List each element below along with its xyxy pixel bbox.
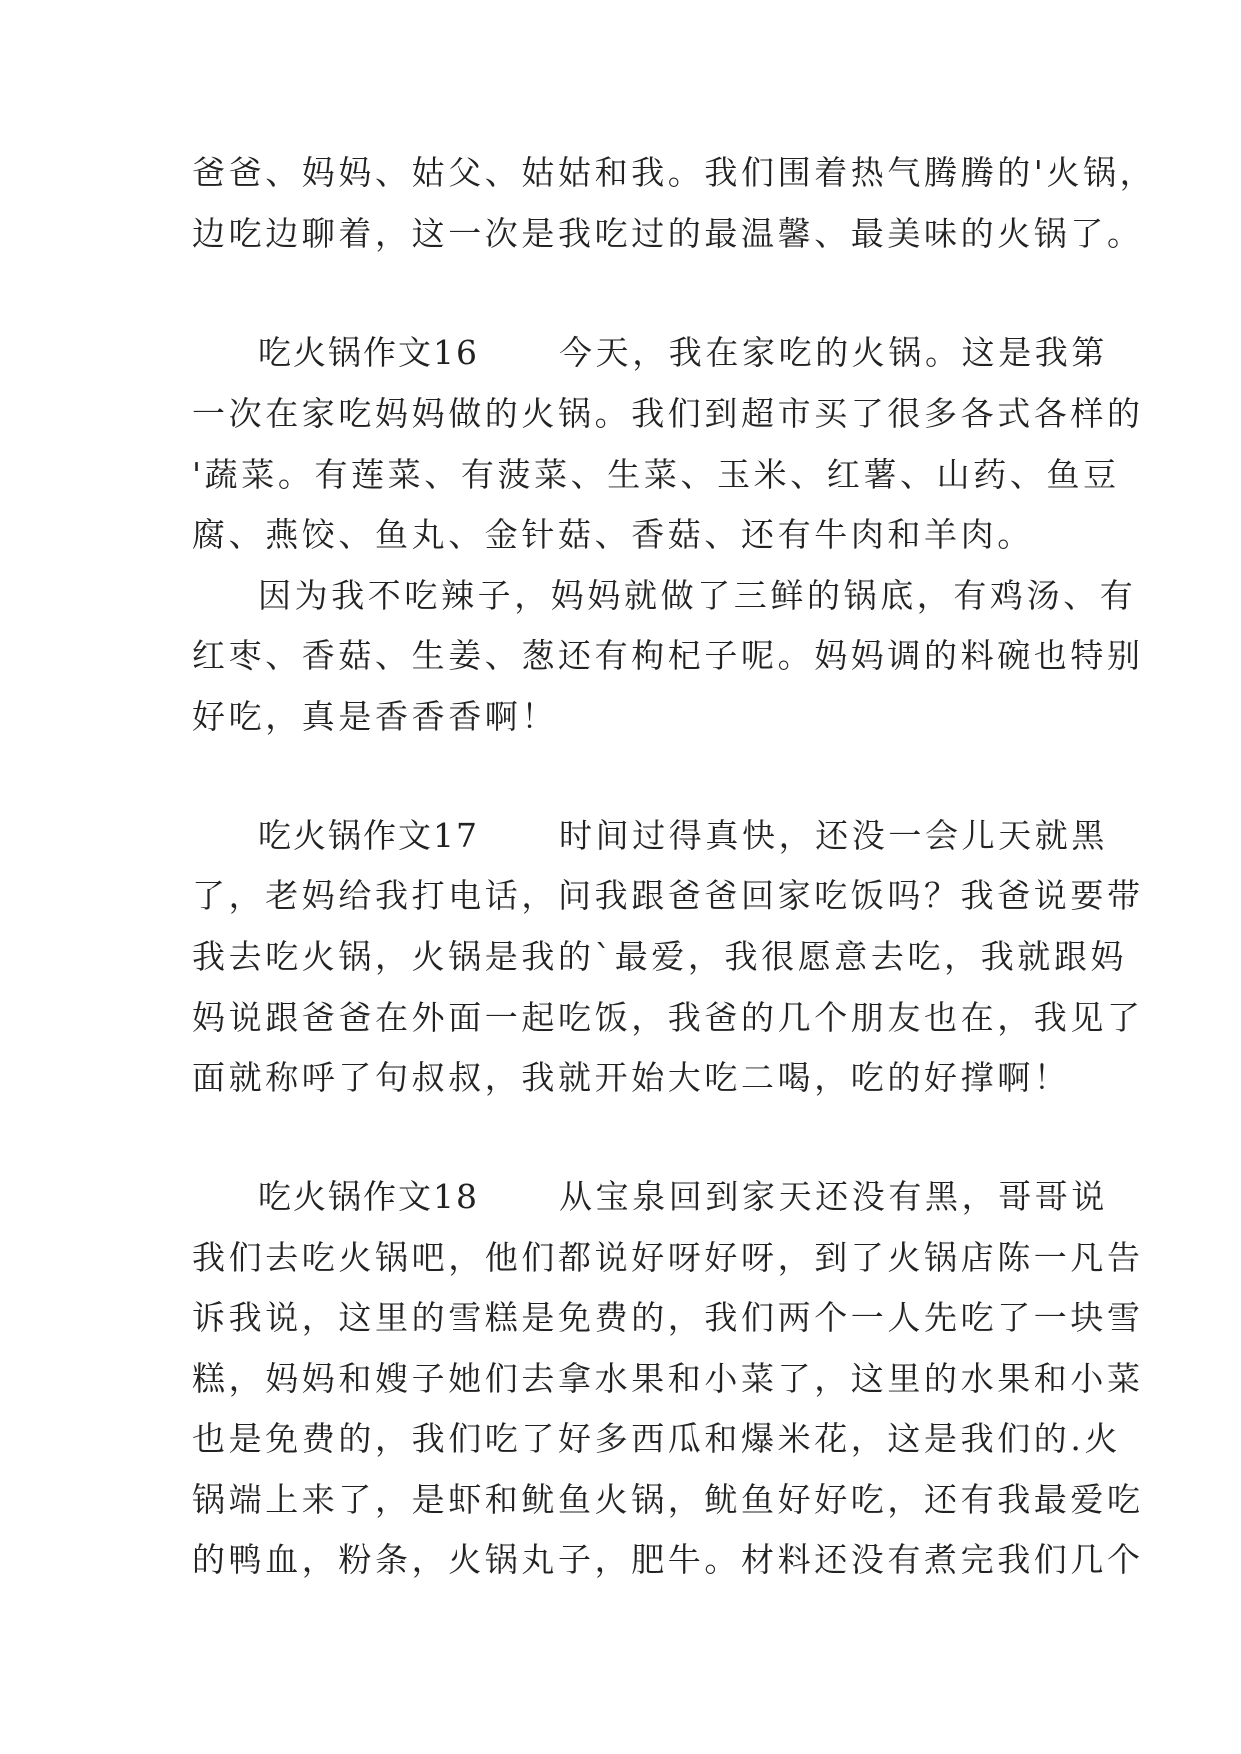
essay-17-heading-line bbox=[258, 806, 1138, 866]
essay-18-first-text: 从宝泉回到家天还没有黑，哥哥说 bbox=[559, 1177, 1108, 1216]
text-line: 面就称呼了句叔叔，我就开始大吃二喝，吃的好撑啊！ bbox=[192, 1058, 1071, 1097]
text-line: 爸爸、妈妈、姑父、姑姑和我。我们围着热气腾腾的'火锅， bbox=[192, 153, 1157, 192]
essay-18-title: 吃火锅作文18 bbox=[258, 1177, 479, 1216]
text-line: 好吃，真是香香香啊！ bbox=[192, 697, 558, 736]
essay-18-heading-line bbox=[258, 1167, 1138, 1227]
text-line: '蔬菜。有莲菜、有菠菜、生菜、玉米、红薯、山药、鱼豆 bbox=[192, 455, 1120, 494]
text-line: 了，老妈给我打电话，问我跟爸爸回家吃饭吗？我爸说要带 bbox=[192, 876, 1144, 915]
text-line: 一次在家吃妈妈做的火锅。我们到超市买了很多各式各样的 bbox=[192, 394, 1144, 433]
essay-16-first-text: 今天，我在家吃的火锅。这是我第 bbox=[559, 333, 1108, 372]
text-line: 妈说跟爸爸在外面一起吃饭，我爸的几个朋友也在，我见了 bbox=[192, 998, 1144, 1037]
text-line: 红枣、香菇、生姜、葱还有枸杞子呢。妈妈调的料碗也特别 bbox=[192, 636, 1144, 675]
text-line: 的鸭血，粉条，火锅丸子，肥牛。材料还没有煮完我们几个 bbox=[192, 1540, 1144, 1579]
text-line: 也是免费的，我们吃了好多西瓜和爆米花，这是我们的.火 bbox=[192, 1419, 1122, 1458]
text-line: 糕，妈妈和嫂子她们去拿水果和小菜了，这里的水果和小菜 bbox=[192, 1359, 1144, 1398]
text-line: 锅端上来了，是虾和鱿鱼火锅，鱿鱼好好吃，还有我最爱吃 bbox=[192, 1480, 1144, 1519]
text-line: 我去吃火锅，火锅是我的`最爱，我很愿意去吃，我就跟妈 bbox=[192, 937, 1128, 976]
text-line: 诉我说，这里的雪糕是免费的，我们两个一人先吃了一块雪 bbox=[192, 1298, 1144, 1337]
text-line: 边吃边聊着，这一次是我吃过的最温馨、最美味的火锅了。 bbox=[192, 214, 1144, 253]
text-line: 因为我不吃辣子，妈妈就做了三鲜的锅底，有鸡汤、有 bbox=[258, 576, 1137, 615]
text-line: 我们去吃火锅吧，他们都说好呀好呀，到了火锅店陈一凡告 bbox=[192, 1238, 1144, 1277]
text-line: 腐、燕饺、鱼丸、金针菇、香菇、还有牛肉和羊肉。 bbox=[192, 515, 1034, 554]
essay-17-first-text: 时间过得真快，还没一会儿天就黑 bbox=[559, 816, 1108, 855]
essay-17-title: 吃火锅作文17 bbox=[258, 816, 479, 855]
essay-16-heading-line bbox=[258, 323, 1138, 383]
essay-16-title: 吃火锅作文16 bbox=[258, 333, 479, 372]
